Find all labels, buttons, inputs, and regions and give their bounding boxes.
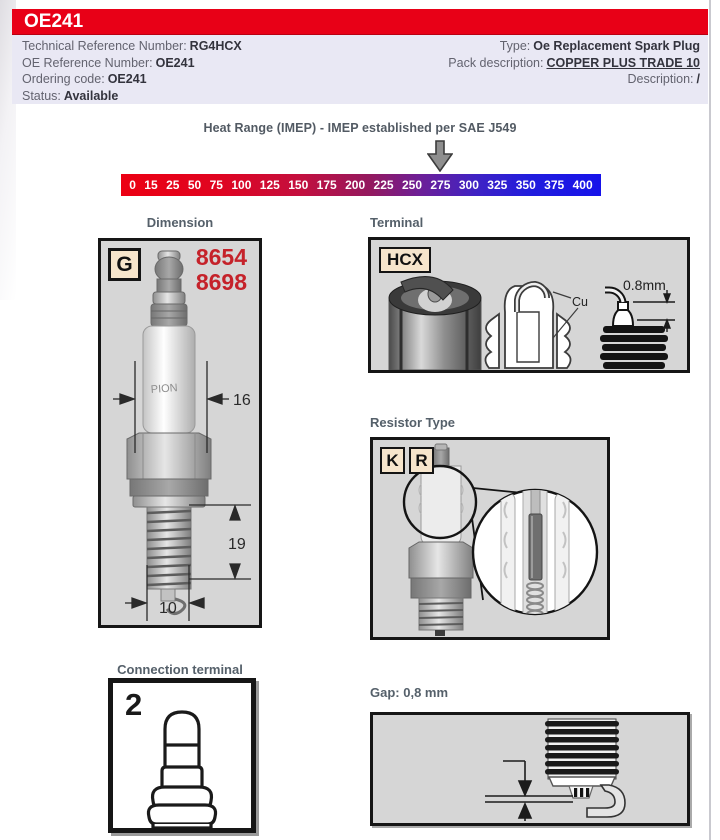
product-info-left — [22, 38, 242, 104]
heat-tick: 125 — [259, 178, 280, 192]
dimension-section-title: Dimension — [146, 215, 214, 230]
ground-electrode — [587, 785, 625, 817]
terminal-code-chip: HCX — [379, 247, 431, 273]
status-row — [22, 88, 242, 105]
dimension-spark-plug-drawing — [101, 241, 259, 625]
heat-tick: 250 — [401, 178, 423, 192]
ordering-code-label: Ordering code: — [22, 72, 105, 86]
part-number-2: 8698 — [195, 269, 247, 295]
type-label: Type: — [499, 39, 531, 53]
resistor-section-title: Resistor Type — [370, 415, 456, 430]
connection-code: 2 — [125, 687, 143, 722]
connection-figure-box — [108, 678, 256, 833]
heat-tick: 150 — [288, 178, 309, 192]
pack-description-row — [448, 55, 700, 72]
heat-tick: 100 — [231, 178, 252, 192]
heat-tick: 50 — [187, 178, 202, 192]
dim-thread-diameter-label: 10 — [159, 600, 177, 617]
status-value: Available — [63, 88, 119, 103]
part-number-1: 8654 — [195, 244, 247, 270]
heat-tick: 325 — [487, 178, 508, 192]
gap-section-title: Gap: 0,8 mm — [370, 685, 449, 700]
heat-tick: 15 — [144, 178, 158, 192]
tech-ref-label: Technical Reference Number: — [22, 39, 187, 53]
terminal-cu-drawing — [485, 284, 578, 368]
type-value: Oe Replacement Spark Plug — [533, 39, 700, 53]
heat-tick: 350 — [515, 178, 536, 192]
description-row — [448, 71, 700, 88]
dim-insulator-label: 16 — [233, 392, 251, 409]
oe-ref-label: OE Reference Number: — [22, 55, 153, 70]
dimension-code-chip: G — [108, 248, 141, 281]
type-row — [448, 38, 700, 55]
heat-tick: 300 — [458, 178, 479, 192]
resistor-figure-box — [370, 437, 610, 640]
page-title: OE241 — [12, 9, 708, 35]
product-info-right — [448, 38, 700, 88]
connection-section-title: Connection terminal — [117, 662, 243, 677]
heat-tick: 0 — [129, 178, 136, 192]
terminal-photo — [389, 277, 481, 370]
terminal-tip-drawing — [600, 290, 675, 369]
ordering-code-value: OE241 — [107, 72, 147, 86]
heat-tick: 25 — [166, 178, 180, 192]
gap-drawing — [373, 715, 687, 823]
resistor-cross-section — [501, 486, 569, 621]
status-label: Status: — [22, 88, 61, 103]
product-info-panel — [12, 35, 708, 104]
heat-tick: 400 — [572, 178, 593, 192]
cu-label: Cu — [572, 295, 588, 309]
description-value: / — [696, 72, 700, 86]
ordering-code-row — [22, 71, 242, 88]
resistor-code-chip-k: K — [380, 447, 405, 474]
heat-tick: 200 — [345, 178, 366, 192]
part-numbers — [196, 245, 247, 295]
heat-tick: 225 — [373, 178, 394, 192]
gap-thread-shell — [545, 719, 619, 786]
pack-description-link[interactable]: COPPER PLUS TRADE 10 — [546, 55, 700, 70]
tech-ref-value: RG4HCX — [189, 39, 242, 53]
insulator-photo-text: PION — [150, 382, 179, 396]
oe-ref-row — [22, 55, 242, 72]
heat-tick: 75 — [209, 178, 223, 192]
tech-ref-row — [22, 38, 242, 55]
resistor-code-chip-r: R — [409, 447, 434, 474]
dimension-figure-box — [98, 238, 262, 628]
dim-thread-length-label: 19 — [228, 536, 246, 553]
heat-range-marker-arrow-icon — [427, 140, 453, 172]
oe-ref-value: OE241 — [155, 55, 195, 70]
terminal-section-title: Terminal — [370, 215, 424, 230]
heat-range-scale — [121, 174, 601, 196]
pack-description-label: Pack description: — [448, 55, 544, 70]
heat-tick: 375 — [544, 178, 565, 192]
gap-figure-box — [370, 712, 690, 826]
terminal-figure-box — [368, 237, 690, 373]
description-label: Description: — [627, 72, 694, 86]
tip-gap-label: 0.8mm — [623, 277, 666, 293]
heat-tick: 175 — [316, 178, 337, 192]
heat-range-title: Heat Range (IMEP) - IMEP established per SAE J549 — [203, 121, 517, 135]
heat-tick: 275 — [430, 178, 451, 192]
